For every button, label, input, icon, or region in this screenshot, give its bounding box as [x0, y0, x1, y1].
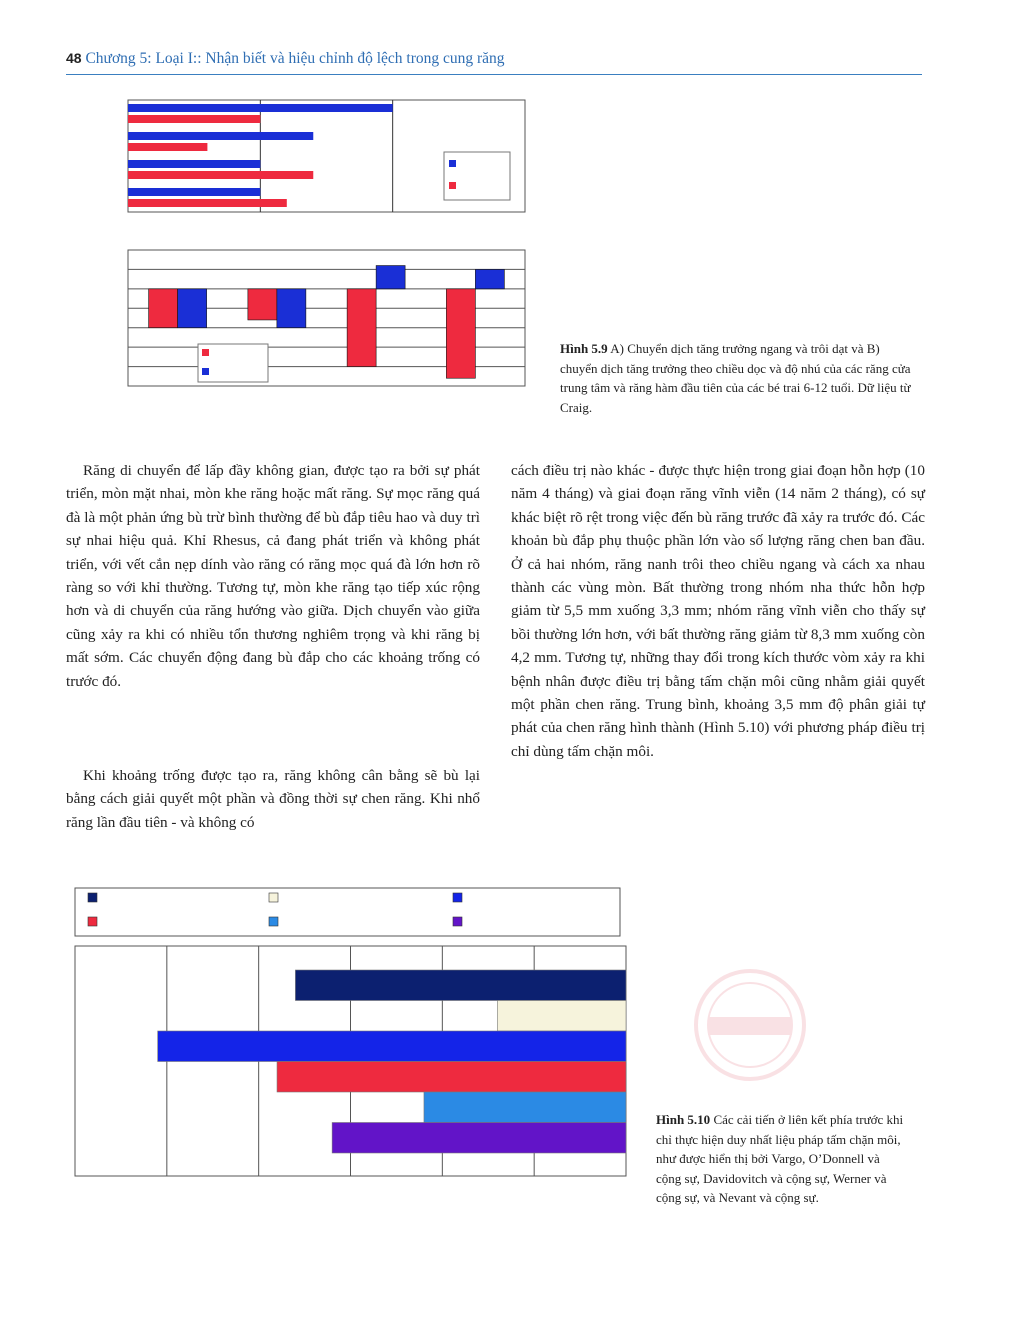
bar: [497, 1001, 626, 1032]
legend-swatch: [449, 160, 456, 167]
paragraph: Răng di chuyển để lấp đầy không gian, được tạo ra bởi sự phát triển, mòn mặt nhai, mòn khe răng hoặc mất răng. Sự mọc răng quá đà là một phản ứng bù trừ bình thường để bù đắp tiêu hao và duy trì sự nhai hiệu quả. Khỉ Rhesus, cả đang phát triển và không phát triển, với vết cắn nẹp dính vào răng có răng mọc quá đà lớn hơn rõ ràng so với khỉ thường. Tương tự, mòn khe răng tạo tiếp xúc rộng hơn và di chuyển của răng hướng vào giữa. Dịch chuyển vào giữa cũng xảy ra khi có nhiều tổn thương nghiêm trọng và khi răng bị mất sớm. Các chuyển động đang bù đắp cho các khoảng trống có trước đó.: [66, 462, 480, 690]
figure-5-9-panel-a: [60, 94, 550, 246]
bar-growth: [128, 199, 287, 207]
bar-eruption: [277, 289, 306, 328]
legend-swatch: [88, 917, 97, 926]
figure-5-10-chart: [60, 884, 640, 1230]
bar: [332, 1123, 626, 1154]
figure-5-9-panel-b: [60, 236, 550, 418]
caption-text: A) Chuyển dịch tăng trưởng ngang và trôi dạt và B) chuyển dịch tăng trưởng theo chiều dọc và độ nhú của các răng cửa trung tâm và răng hàm đầu tiên của các bé trai 6-12 tuổi. Dữ liệu từ Craig.: [560, 341, 911, 415]
bar: [295, 970, 626, 1001]
bar-eruption: [376, 266, 405, 289]
caption-label: Hình 5.10: [656, 1112, 711, 1127]
paragraph: Khi khoảng trống được tạo ra, răng không cân bằng sẽ bù lại bằng cách giải quyết một phần và đồng thời sự chen răng. Khi nhổ răng lần đầu tiên - và không có: [66, 767, 480, 831]
bar-growth: [149, 289, 178, 328]
bar-growth: [446, 289, 475, 378]
bar: [424, 1092, 626, 1123]
legend-swatch: [88, 893, 97, 902]
bar-drift: [128, 104, 393, 112]
bar-growth: [347, 289, 376, 367]
legend-swatch: [202, 349, 209, 356]
bar-drift: [128, 132, 313, 140]
page-header: [66, 50, 922, 75]
page-number: 48: [66, 50, 82, 66]
legend-box: [75, 888, 620, 936]
chapter-title: Chương 5: Loại I:: Nhận biết và hiệu chỉnh độ lệch trong cung răng: [81, 50, 505, 67]
legend-swatch: [449, 182, 456, 189]
bar: [158, 1031, 626, 1062]
bar: [277, 1062, 626, 1093]
left-column-lower: [66, 764, 480, 834]
legend-swatch: [202, 368, 209, 375]
bar-drift: [128, 188, 260, 196]
figure-5-9-caption: [560, 339, 920, 417]
legend-swatch: [269, 893, 278, 902]
bar-growth: [248, 289, 277, 320]
bar-growth: [128, 171, 313, 179]
bar-growth: [128, 115, 260, 123]
legend-swatch: [269, 917, 278, 926]
caption-text: Các cải tiến ở liên kết phía trước khi chỉ thực hiện duy nhất liệu pháp tấm chặn môi, như được hiển thị bởi Vargo, O’Donnell và cộng sự, Davidovitch và cộng sự, Werner và cộng sự, và Nevant và cộng sự.: [656, 1112, 904, 1205]
left-column: [66, 459, 480, 693]
paragraph: cách điều trị nào khác - được thực hiện trong giai đoạn hỗn hợp (10 năm 4 tháng) và giai đoạn răng vĩnh viễn (14 năm 2 tháng), có sự khác biệt rõ rệt trong việc đến bù răng trước đã xảy ra trước đó. Các khoản bù đắp phụ thuộc phần lớn vào số lượng răng chen ban đầu. Ở cả hai nhóm, răng nanh trôi theo chiều ngang và cách xa nhau thành các vùng mòn. Bất thường trong nhóm nha thức hỗn hợp giảm từ 5,5 mm xuống 3,3 mm; nhóm răng vĩnh viễn cho thấy sự bồi thường lớn hơn, với bất thường răng giảm từ 8,3 mm xuống còn 4,2 mm. Tương tự, những thay đổi trong kích thước vòm xảy ra khi bệnh nhân được điều trị bằng tấm chặn môi cũng nhằm giải quyết một phần chen răng. Trung bình, khoảng 3,5 mm độ phân giải tự phát của chen răng hình thành (Hình 5.10) với phương pháp điều trị chỉ dùng tấm chặn môi.: [511, 462, 925, 760]
bar-eruption: [475, 269, 504, 288]
caption-label: Hình 5.9: [560, 341, 608, 356]
legend-swatch: [453, 893, 462, 902]
legend-swatch: [453, 917, 462, 926]
bar-drift: [128, 160, 260, 168]
bar-eruption: [178, 289, 207, 328]
figure-5-10-caption: [656, 1110, 904, 1208]
bar-growth: [128, 143, 207, 151]
legend-box: [444, 152, 510, 200]
right-column: [511, 459, 925, 763]
watermark-seal: [690, 965, 810, 1085]
